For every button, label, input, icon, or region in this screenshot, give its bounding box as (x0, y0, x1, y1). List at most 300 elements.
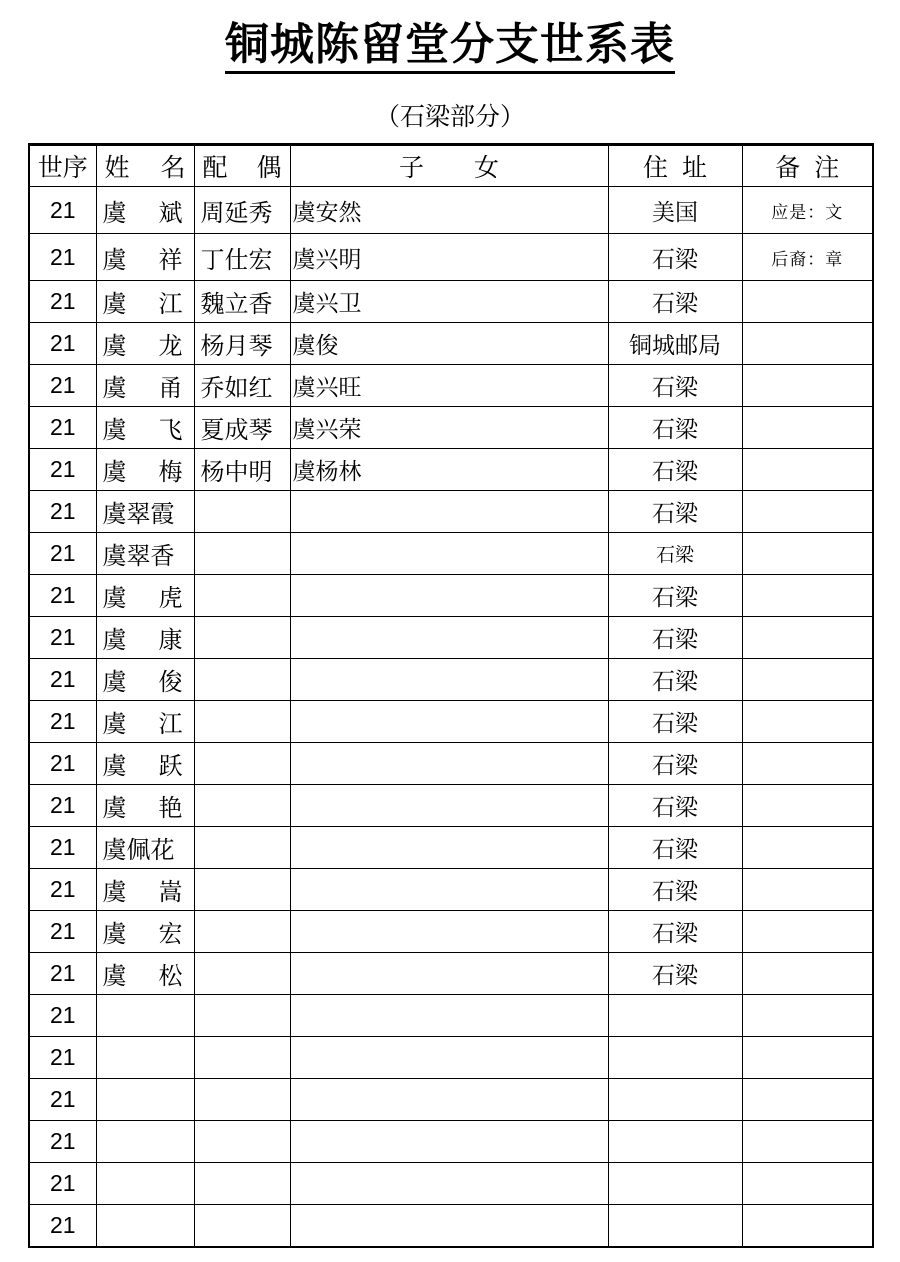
residence-cell (608, 1037, 742, 1079)
name-cell (96, 659, 194, 701)
table-row (29, 953, 873, 995)
table-row (29, 281, 873, 323)
residence-value: 美国 (652, 199, 698, 226)
generation-value: 21 (49, 414, 76, 440)
header-row (29, 145, 873, 187)
given-name: 江 (158, 710, 183, 738)
generation-cell (29, 743, 96, 785)
residence-cell (608, 234, 742, 281)
name-cell (96, 491, 194, 533)
member-name (103, 494, 183, 529)
note-cell (742, 575, 873, 617)
name-cell (96, 953, 194, 995)
member-name (103, 662, 183, 697)
note-cell (742, 869, 873, 911)
generation-cell (29, 365, 96, 407)
generation-cell (29, 1163, 96, 1205)
name-cell (96, 827, 194, 869)
note-cell (742, 911, 873, 953)
residence-value: 石梁 (652, 627, 698, 653)
member-name (103, 830, 183, 865)
note-cell (742, 281, 873, 323)
table-row (29, 911, 873, 953)
note-cell (742, 1079, 873, 1121)
children-cell (290, 1163, 608, 1205)
page-title (0, 18, 900, 72)
member-name (103, 536, 183, 571)
generation-value: 21 (49, 624, 76, 650)
note-cell (742, 995, 873, 1037)
residence-cell (608, 743, 742, 785)
residence-value: 石梁 (652, 963, 698, 989)
note-cell (742, 187, 873, 234)
spouse-cell (194, 575, 290, 617)
generation-cell (29, 1079, 96, 1121)
generation-cell (29, 659, 96, 701)
surname: 虞 (102, 962, 127, 990)
surname: 虞 (102, 245, 127, 274)
given-name: 甬 (158, 374, 183, 402)
name-cell (96, 234, 194, 281)
generation-value: 21 (49, 960, 76, 986)
residence-value: 石梁 (652, 753, 698, 779)
surname: 虞 (102, 374, 127, 402)
residence-cell (608, 1163, 742, 1205)
surname: 虞 (102, 584, 127, 612)
given-name: 龙 (158, 332, 183, 360)
spouse-cell (194, 1037, 290, 1079)
children-cell (290, 827, 608, 869)
surname: 虞 (102, 878, 127, 906)
generation-value: 21 (49, 876, 76, 902)
name-cell (96, 281, 194, 323)
residence-value: 石梁 (652, 459, 698, 485)
given-name: 艳 (158, 794, 183, 822)
generation-value: 21 (49, 498, 76, 524)
residence-cell (608, 491, 742, 533)
member-name (103, 746, 183, 781)
residence-value: 石梁 (652, 795, 698, 821)
residence-cell (608, 659, 742, 701)
note-cell (742, 953, 873, 995)
generation-cell (29, 869, 96, 911)
header-residence: 住 址 (608, 145, 742, 187)
generation-cell (29, 234, 96, 281)
children-names: 虞兴旺 (292, 375, 362, 401)
title-text: 铜城陈留堂分支世系表 (225, 19, 675, 74)
children-cell (290, 407, 608, 449)
name-cell (96, 533, 194, 575)
name-cell (96, 617, 194, 659)
residence-cell (608, 785, 742, 827)
spouse-cell (194, 365, 290, 407)
member-name (103, 788, 183, 823)
residence-value: 石梁 (652, 837, 698, 863)
spouse-name: 周延秀 (200, 198, 273, 227)
note-cell (742, 1163, 873, 1205)
generation-value: 21 (49, 540, 76, 566)
name-cell (96, 869, 194, 911)
residence-cell (608, 1121, 742, 1163)
children-cell (290, 281, 608, 323)
generation-value: 21 (49, 1128, 76, 1154)
spouse-cell (194, 869, 290, 911)
name-cell (96, 785, 194, 827)
spouse-cell (194, 617, 290, 659)
generation-value: 21 (49, 918, 76, 944)
residence-cell (608, 1205, 742, 1248)
residence-cell (608, 281, 742, 323)
residence-cell (608, 407, 742, 449)
note-cell (742, 743, 873, 785)
spouse-cell (194, 1079, 290, 1121)
generation-value: 21 (49, 196, 76, 223)
member-name (103, 620, 183, 655)
generation-value: 21 (49, 1212, 76, 1238)
children-cell (290, 1121, 608, 1163)
surname: 虞 (102, 920, 127, 948)
children-names: 虞安然 (292, 199, 362, 226)
member-name (103, 956, 183, 991)
name-cell (96, 187, 194, 234)
children-cell (290, 701, 608, 743)
note-cell (742, 659, 873, 701)
note-cell (742, 1205, 873, 1248)
children-cell (290, 743, 608, 785)
page-subtitle: （石梁部分） (374, 102, 525, 131)
children-cell (290, 533, 608, 575)
generation-value: 21 (49, 666, 76, 692)
surname: 虞 (102, 626, 127, 654)
table-row (29, 1205, 873, 1248)
children-cell (290, 449, 608, 491)
spouse-cell (194, 234, 290, 281)
children-cell (290, 1037, 608, 1079)
generation-cell (29, 953, 96, 995)
name-cell (96, 743, 194, 785)
spouse-name: 魏立香 (200, 290, 273, 318)
note-cell (742, 323, 873, 365)
member-name (103, 872, 183, 907)
table-row (29, 995, 873, 1037)
generation-value: 21 (49, 834, 76, 860)
table-row (29, 365, 873, 407)
header-generation: 世序 (29, 145, 96, 187)
given-name: 嵩 (158, 878, 183, 906)
spouse-name: 夏成琴 (200, 416, 273, 444)
residence-cell (608, 701, 742, 743)
residence-value: 石梁 (652, 711, 698, 737)
children-cell (290, 659, 608, 701)
residence-cell (608, 323, 742, 365)
table-row (29, 701, 873, 743)
residence-value: 石梁 (652, 501, 698, 527)
note-cell (742, 407, 873, 449)
header-spouse: 配 偶 (194, 145, 290, 187)
spouse-cell (194, 995, 290, 1037)
generation-value: 21 (49, 582, 76, 608)
spouse-cell (194, 1121, 290, 1163)
children-cell (290, 995, 608, 1037)
spouse-cell (194, 1205, 290, 1248)
full-name: 虞翠香 (102, 542, 175, 570)
surname: 虞 (102, 668, 127, 696)
note-value: 后裔：章 (771, 249, 844, 270)
children-cell (290, 187, 608, 234)
spouse-cell (194, 281, 290, 323)
residence-cell (608, 995, 742, 1037)
surname: 虞 (102, 416, 127, 444)
given-name: 江 (158, 290, 183, 318)
member-name (103, 193, 183, 228)
table-row (29, 1079, 873, 1121)
children-cell (290, 869, 608, 911)
table-row (29, 1163, 873, 1205)
generation-cell (29, 1037, 96, 1079)
surname: 虞 (102, 710, 127, 738)
generation-cell (29, 407, 96, 449)
table-row (29, 407, 873, 449)
name-cell (96, 911, 194, 953)
residence-cell (608, 827, 742, 869)
residence-cell (608, 617, 742, 659)
children-cell (290, 234, 608, 281)
residence-value: 石梁 (652, 291, 698, 317)
header-name: 姓 名 (96, 145, 194, 187)
spouse-cell (194, 323, 290, 365)
generation-cell (29, 187, 96, 234)
children-cell (290, 911, 608, 953)
name-cell (96, 1037, 194, 1079)
header-children: 子 女 (290, 145, 608, 187)
note-cell (742, 365, 873, 407)
surname: 虞 (102, 458, 127, 486)
note-cell (742, 449, 873, 491)
name-cell (96, 701, 194, 743)
table-row (29, 785, 873, 827)
children-names: 虞兴荣 (292, 417, 362, 443)
member-name (103, 578, 183, 613)
residence-cell (608, 1079, 742, 1121)
children-cell (290, 617, 608, 659)
spouse-name: 杨中明 (200, 458, 273, 486)
name-cell (96, 1163, 194, 1205)
full-name: 虞翠霞 (102, 500, 175, 528)
table-row (29, 187, 873, 234)
generation-cell (29, 575, 96, 617)
spouse-cell (194, 911, 290, 953)
generation-cell (29, 449, 96, 491)
name-cell (96, 995, 194, 1037)
table-row (29, 827, 873, 869)
generation-cell (29, 323, 96, 365)
children-cell (290, 323, 608, 365)
note-cell (742, 234, 873, 281)
residence-cell (608, 365, 742, 407)
name-cell (96, 1079, 194, 1121)
generation-cell (29, 617, 96, 659)
generation-value: 21 (49, 243, 76, 270)
given-name: 俊 (158, 668, 183, 696)
note-cell (742, 785, 873, 827)
given-name: 虎 (158, 584, 183, 612)
children-names: 虞杨林 (292, 459, 362, 485)
table-row (29, 491, 873, 533)
given-name: 宏 (158, 920, 183, 948)
residence-value: 石梁 (652, 669, 698, 695)
name-cell (96, 323, 194, 365)
children-cell (290, 491, 608, 533)
residence-value: 石梁 (652, 921, 698, 947)
given-name: 康 (158, 626, 183, 654)
spouse-cell (194, 785, 290, 827)
name-cell (96, 449, 194, 491)
note-cell (742, 1037, 873, 1079)
full-name: 虞佩花 (102, 836, 175, 864)
genealogy-table (28, 143, 874, 1248)
children-cell (290, 365, 608, 407)
member-name (103, 284, 183, 319)
note-cell (742, 701, 873, 743)
table-row (29, 869, 873, 911)
surname: 虞 (102, 332, 127, 360)
generation-value: 21 (49, 288, 76, 314)
member-name (103, 368, 183, 403)
given-name: 斌 (158, 198, 183, 227)
generation-cell (29, 701, 96, 743)
residence-cell (608, 533, 742, 575)
generation-value: 21 (49, 1002, 76, 1028)
spouse-cell (194, 701, 290, 743)
table-row (29, 323, 873, 365)
surname: 虞 (102, 290, 127, 318)
generation-cell (29, 1205, 96, 1248)
generation-cell (29, 281, 96, 323)
generation-value: 21 (49, 1086, 76, 1112)
name-cell (96, 1121, 194, 1163)
table-row (29, 743, 873, 785)
generation-value: 21 (49, 708, 76, 734)
spouse-cell (194, 659, 290, 701)
spouse-name: 杨月琴 (200, 332, 273, 360)
residence-cell (608, 953, 742, 995)
given-name: 松 (158, 962, 183, 990)
residence-value: 石梁 (652, 246, 698, 273)
name-cell (96, 365, 194, 407)
member-name (103, 326, 183, 361)
generation-value: 21 (49, 750, 76, 776)
children-cell (290, 1205, 608, 1248)
table-row (29, 1037, 873, 1079)
table-row (29, 234, 873, 281)
children-cell (290, 1079, 608, 1121)
generation-value: 21 (49, 456, 76, 482)
given-name: 飞 (158, 416, 183, 444)
residence-value: 石梁 (652, 585, 698, 611)
spouse-cell (194, 187, 290, 234)
spouse-name: 乔如红 (200, 374, 273, 402)
name-cell (96, 407, 194, 449)
residence-value: 石梁 (652, 417, 698, 443)
note-cell (742, 827, 873, 869)
spouse-cell (194, 1163, 290, 1205)
generation-cell (29, 827, 96, 869)
children-names: 虞俊 (292, 333, 339, 359)
table-body (29, 187, 873, 1248)
residence-cell (608, 187, 742, 234)
generation-cell (29, 533, 96, 575)
spouse-cell (194, 953, 290, 995)
member-name (103, 704, 183, 739)
spouse-cell (194, 407, 290, 449)
name-cell (96, 1205, 194, 1248)
generation-cell (29, 1121, 96, 1163)
spouse-cell (194, 449, 290, 491)
residence-cell (608, 449, 742, 491)
given-name: 跃 (158, 752, 183, 780)
given-name: 祥 (158, 245, 183, 274)
spouse-cell (194, 533, 290, 575)
note-value: 应是：文 (771, 202, 844, 223)
generation-value: 21 (49, 372, 76, 398)
name-cell (96, 575, 194, 617)
member-name (103, 914, 183, 949)
residence-cell (608, 911, 742, 953)
residence-value: 石梁 (652, 375, 698, 401)
table-row (29, 575, 873, 617)
given-name: 梅 (158, 458, 183, 486)
children-cell (290, 575, 608, 617)
table-row (29, 1121, 873, 1163)
surname: 虞 (102, 198, 127, 227)
generation-value: 21 (49, 330, 76, 356)
table-row (29, 533, 873, 575)
member-name (103, 410, 183, 445)
surname: 虞 (102, 752, 127, 780)
note-cell (742, 533, 873, 575)
residence-cell (608, 575, 742, 617)
residence-value: 石梁 (652, 879, 698, 905)
member-name (103, 452, 183, 487)
residence-value: 石梁 (655, 544, 694, 566)
generation-cell (29, 995, 96, 1037)
spouse-cell (194, 743, 290, 785)
surname: 虞 (102, 794, 127, 822)
note-cell (742, 617, 873, 659)
spouse-cell (194, 827, 290, 869)
children-cell (290, 953, 608, 995)
generation-value: 21 (49, 1044, 76, 1070)
children-names: 虞兴卫 (292, 291, 362, 317)
generation-value: 21 (49, 1170, 76, 1196)
note-cell (742, 491, 873, 533)
children-cell (290, 785, 608, 827)
generation-cell (29, 911, 96, 953)
children-names: 虞兴明 (292, 246, 362, 273)
table-row (29, 617, 873, 659)
note-cell (742, 1121, 873, 1163)
generation-cell (29, 491, 96, 533)
header-note: 备 注 (742, 145, 873, 187)
residence-cell (608, 869, 742, 911)
residence-value: 铜城邮局 (629, 333, 721, 359)
spouse-name: 丁仕宏 (200, 245, 273, 274)
generation-cell (29, 785, 96, 827)
table-row (29, 659, 873, 701)
spouse-cell (194, 491, 290, 533)
table-row (29, 449, 873, 491)
generation-value: 21 (49, 792, 76, 818)
